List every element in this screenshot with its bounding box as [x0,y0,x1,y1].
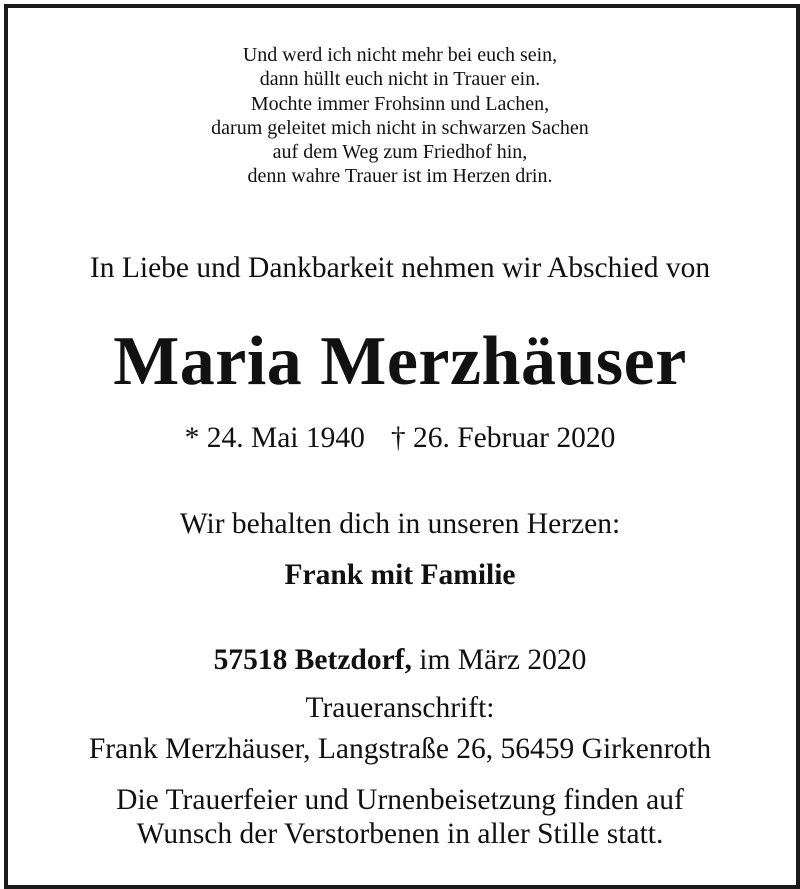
mourners: Frank mit Familie [284,559,516,591]
poem-line: auf dem Weg zum Friedhof hin, [272,141,528,164]
poem-line: denn wahre Trauer ist im Herzen drin. [247,165,553,188]
funeral-notice [0,783,800,851]
death-date: † 26. Februar 2020 [390,422,616,454]
poem-line: dann hüllt euch nicht in Trauer ein. [259,68,541,91]
intro-text: In Liebe und Dankbarkeit nehmen wir Abschied von [89,252,711,284]
poem-line: darum geleitet mich nicht in schwarzen Sachen [211,116,589,139]
poem-line: Mochte immer Frohsinn und Lachen, [250,92,550,115]
life-dates [0,420,800,456]
birth-date: * 24. Mai 1940 [184,422,365,454]
place-and-date [0,642,800,678]
keep-text: Wir behalten dich in unseren Herzen: [179,508,621,540]
mourning-address: Frank Merzhäuser, Langstraße 26, 56459 Girkenroth [88,733,712,765]
deceased-name: Maria Merzhäuser [113,323,687,400]
date: im März 2020 [411,644,587,676]
place: 57518 Betzdorf, [213,644,412,676]
notice-line: Die Trauerfeier und Urnenbeisetzung finden auf [116,784,684,816]
address-label: Traueranschrift: [305,692,495,724]
notice-line: Wunsch der Verstorbenen in aller Stille statt. [136,818,664,850]
poem [0,43,800,189]
poem-line: Und werd ich nicht mehr bei euch sein, [242,44,558,66]
